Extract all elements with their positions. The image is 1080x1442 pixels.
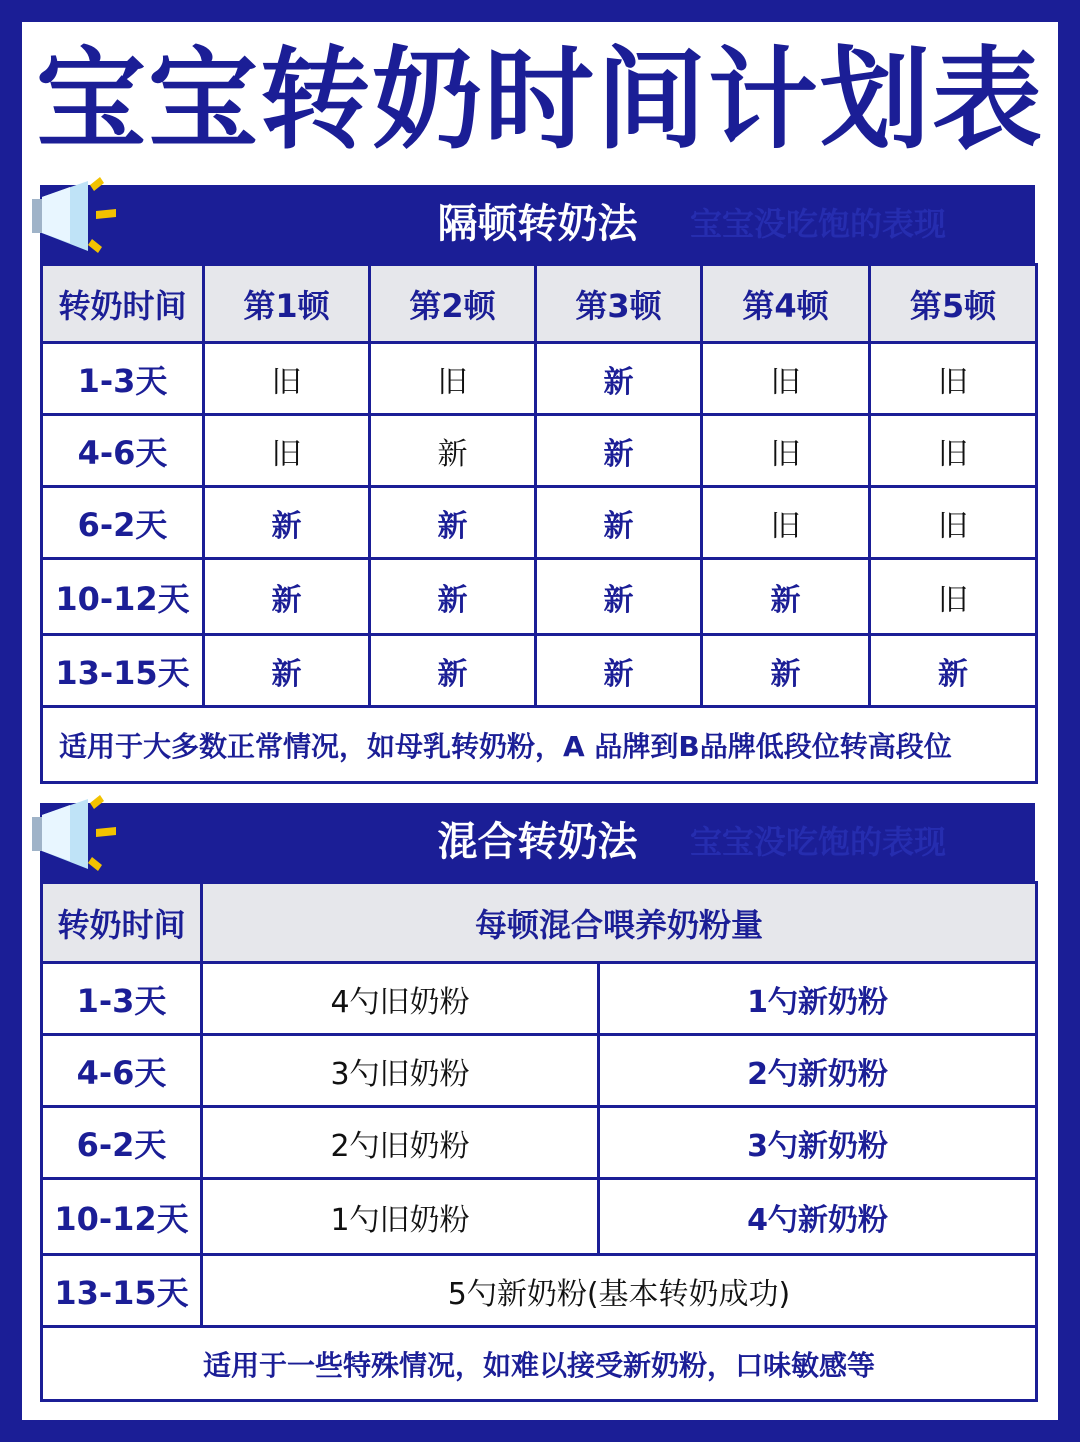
meal-cell: 新 <box>370 487 536 559</box>
meal-cell: 旧 <box>204 343 370 415</box>
note-row <box>42 707 1037 783</box>
table-row <box>42 963 1037 1035</box>
table-row <box>42 487 1037 559</box>
header-cell: 第3顿 <box>536 265 702 343</box>
meal-cell: 旧 <box>702 343 870 415</box>
day-cell: 1-3天 <box>42 343 204 415</box>
day-cell: 6-2天 <box>42 1107 202 1179</box>
table-row <box>42 1179 1037 1255</box>
new-amount-cell: 3勺新奶粉 <box>599 1107 1037 1179</box>
alternate-table <box>40 263 1038 784</box>
meal-cell: 新 <box>204 559 370 635</box>
meal-cell: 新 <box>702 635 870 707</box>
day-cell: 10-12天 <box>42 1179 202 1255</box>
meal-cell: 旧 <box>370 343 536 415</box>
section-ghost-text: 宝宝没吃饱的表现 <box>690 823 947 861</box>
megaphone-icon <box>30 177 130 257</box>
meal-cell: 旧 <box>870 415 1037 487</box>
meal-cell: 旧 <box>702 487 870 559</box>
header-cell: 转奶时间 <box>42 265 204 343</box>
meal-cell: 新 <box>370 559 536 635</box>
day-cell: 13-15天 <box>42 635 204 707</box>
day-cell: 6-2天 <box>42 487 204 559</box>
table-row <box>42 343 1037 415</box>
table-header-row <box>42 265 1037 343</box>
meal-cell: 新 <box>536 343 702 415</box>
table-header-row <box>42 883 1037 963</box>
final-amount-cell: 5勺新奶粉(基本转奶成功) <box>202 1255 1037 1327</box>
meal-cell: 新 <box>370 415 536 487</box>
table-row <box>42 635 1037 707</box>
table-row <box>42 415 1037 487</box>
meal-cell: 旧 <box>870 343 1037 415</box>
meal-cell: 新 <box>870 635 1037 707</box>
meal-cell: 旧 <box>204 415 370 487</box>
header-cell: 转奶时间 <box>42 883 202 963</box>
header-cell: 每顿混合喂养奶粉量 <box>202 883 1037 963</box>
meal-cell: 旧 <box>870 487 1037 559</box>
note-text: 适用于大多数正常情况，如母乳转奶粉，A 品牌到B品牌低段位转高段位 <box>42 707 1037 783</box>
section-title: 隔顿转奶法 <box>437 201 638 247</box>
meal-cell: 新 <box>204 487 370 559</box>
old-amount-cell: 4勺旧奶粉 <box>202 963 599 1035</box>
section-title: 混合转奶法 <box>437 819 638 865</box>
section-mixed-method <box>40 803 1035 1402</box>
new-amount-cell: 4勺新奶粉 <box>599 1179 1037 1255</box>
page-title: 宝宝转奶时间计划表 <box>36 36 1044 164</box>
section-header <box>40 803 1035 881</box>
new-amount-cell: 1勺新奶粉 <box>599 963 1037 1035</box>
old-amount-cell: 1勺旧奶粉 <box>202 1179 599 1255</box>
day-cell: 1-3天 <box>42 963 202 1035</box>
meal-cell: 新 <box>370 635 536 707</box>
old-amount-cell: 2勺旧奶粉 <box>202 1107 599 1179</box>
new-amount-cell: 2勺新奶粉 <box>599 1035 1037 1107</box>
mixed-table <box>40 881 1038 1402</box>
day-cell: 13-15天 <box>42 1255 202 1327</box>
table-row <box>42 1035 1037 1107</box>
meal-cell: 旧 <box>702 415 870 487</box>
meal-cell: 新 <box>536 559 702 635</box>
table-row <box>42 1255 1037 1327</box>
header-cell: 第2顿 <box>370 265 536 343</box>
meal-cell: 新 <box>702 559 870 635</box>
note-row <box>42 1327 1037 1401</box>
note-text: 适用于一些特殊情况，如难以接受新奶粉，口味敏感等 <box>42 1327 1037 1401</box>
meal-cell: 新 <box>204 635 370 707</box>
meal-cell: 新 <box>536 487 702 559</box>
old-amount-cell: 3勺旧奶粉 <box>202 1035 599 1107</box>
table-row <box>42 559 1037 635</box>
header-cell: 第4顿 <box>702 265 870 343</box>
day-cell: 10-12天 <box>42 559 204 635</box>
header-cell: 第5顿 <box>870 265 1037 343</box>
meal-cell: 新 <box>536 635 702 707</box>
day-cell: 4-6天 <box>42 1035 202 1107</box>
day-cell: 4-6天 <box>42 415 204 487</box>
section-header <box>40 185 1035 263</box>
header-cell: 第1顿 <box>204 265 370 343</box>
section-alternate-method <box>40 185 1035 784</box>
section-ghost-text: 宝宝没吃饱的表现 <box>690 205 947 243</box>
megaphone-icon <box>30 795 130 875</box>
table-row <box>42 1107 1037 1179</box>
meal-cell: 新 <box>536 415 702 487</box>
meal-cell: 旧 <box>870 559 1037 635</box>
